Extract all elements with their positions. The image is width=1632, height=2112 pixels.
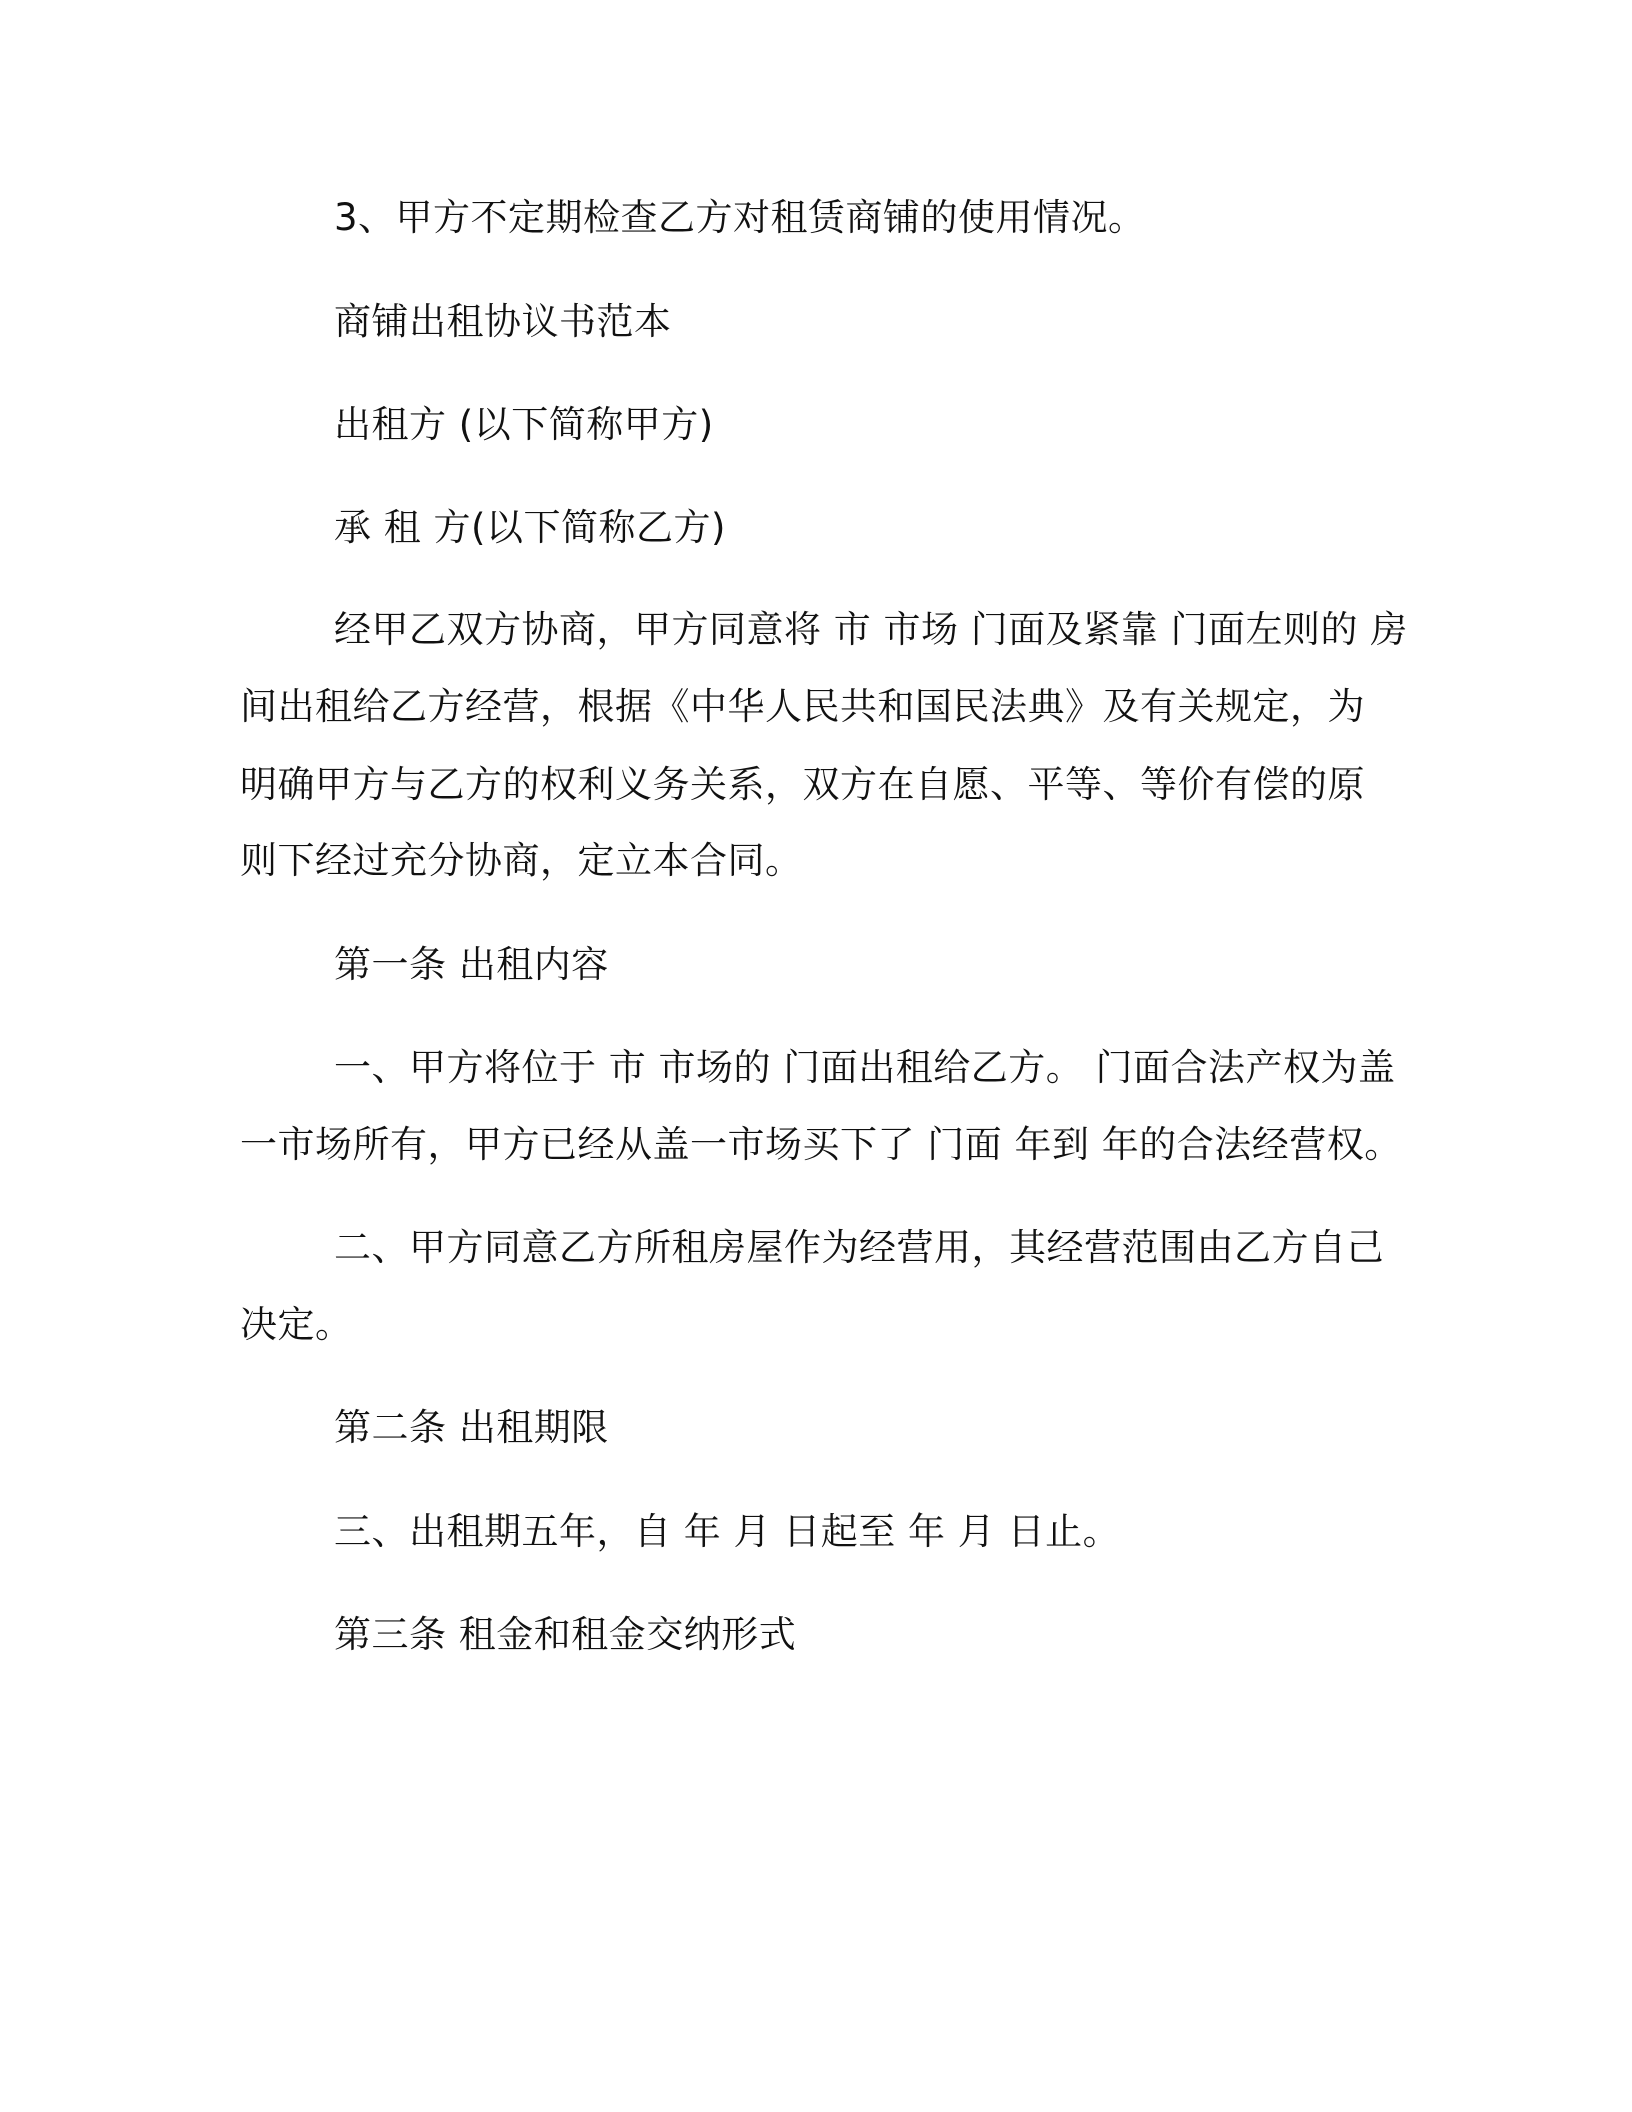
article-1-item-1-line-1: 一、甲方将位于 市 市场的 门面出租给乙方。 门面合法产权为盖 — [334, 1046, 1396, 1089]
preamble-line-3: 明确甲方与乙方的权利义务关系，双方在自愿、平等、等价有偿的原 — [240, 763, 1365, 806]
preamble-line-1: 经甲乙双方协商，甲方同意将 市 市场 门面及紧靠 门面左则的 房 — [334, 608, 1408, 651]
article-2-heading: 第二条 出租期限 — [334, 1406, 609, 1449]
article-1-heading: 第一条 出租内容 — [334, 943, 609, 986]
preamble-line-4: 则下经过充分协商，定立本合同。 — [240, 839, 803, 882]
document-title: 商铺出租协议书范本 — [334, 300, 672, 343]
article-1-item-2-line-1: 二、甲方同意乙方所租房屋作为经营用，其经营范围由乙方自己 — [334, 1226, 1384, 1269]
article-1-item-2-line-2: 决定。 — [240, 1303, 353, 1346]
article-2-item-3: 三、出租期五年，自 年 月 日起至 年 月 日止。 — [334, 1510, 1121, 1553]
lessor-line: 出租方 (以下简称甲方) — [334, 403, 714, 446]
clause-3-inspection: 3、甲方不定期检查乙方对租赁商铺的使用情况。 — [334, 196, 1146, 239]
preamble-line-2: 间出租给乙方经营，根据《中华人民共和国民法典》及有关规定，为 — [240, 685, 1365, 728]
lessee-line: 承 租 方(以下简称乙方) — [334, 506, 726, 549]
article-1-item-1-line-2: 一市场所有，甲方已经从盖一市场买下了 门面 年到 年的合法经营权。 — [240, 1123, 1402, 1166]
article-3-heading: 第三条 租金和租金交纳形式 — [334, 1613, 797, 1656]
